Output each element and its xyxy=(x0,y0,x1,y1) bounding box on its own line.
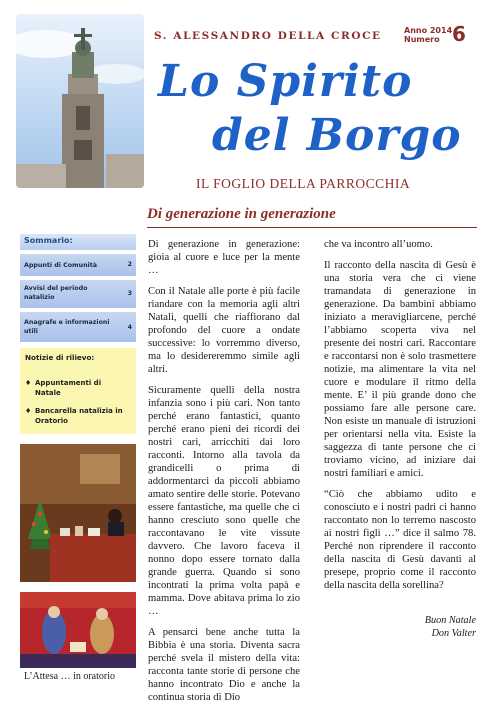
toc-item-page: 3 xyxy=(127,290,132,297)
signature-author: Don Valter xyxy=(431,628,476,639)
article-column-2 xyxy=(324,238,476,600)
newsletter-title-line1: Lo Spirito xyxy=(158,56,413,107)
church-tower-photo xyxy=(16,14,144,188)
article-paragraph: che va incontro all’uomo. xyxy=(324,239,433,250)
signature xyxy=(378,614,476,640)
parish-name: S. ALESSANDRO DELLA CROCE xyxy=(154,30,382,42)
nativity-scene-photo xyxy=(20,592,136,668)
diamond-bullet-icon: ♦ xyxy=(25,407,32,415)
article-paragraph: Sicuramente quelli della nostra infanzia sono i più cari. Non tanto perché erano fantastici, quanto perché erano pieni dei ricordi dei nostri cari, arricchiti dai loro racconti. Intorno alla tavola da grandicelli o prima di addormentarci da piccoli abbiamo amato sentire delle storie. Potevano essere fantastiche, ma quelle che ci hanno cresciuto sono quelle che raccontavano le vite vissute davvero. Che lavoro faceva il nonno dopo essere tornato dalla grande guerra. Quando si sono incontrati la prima volta papà e mamma. Dove abitava prima lo zio … xyxy=(148,385,300,617)
issue-number: 6 xyxy=(452,22,466,46)
issue-year: Anno 2014 xyxy=(404,26,453,35)
article-paragraph: Il racconto della nascita di Gesù è una storia vera che ci viene tramandata di generazione in generazione. Da bambini abbiamo iniziato a meravigliarcene, perché l’abbiamo scoperta viva nel presente dei nostri cari. Raccontare e raccontarsi non è solo trasmettere notizie, ma alimentare la vita nel cuore e modulare il ritmo della mente. E’ il più grande dono che possiamo fare alle persone care. Non esiste un manuale di istruzioni per orientarsi nella vita. Esiste la saggezza di tante persone che ci troviamo vicino, ad iniziare dai nostri familiari e amici. xyxy=(324,260,476,479)
signature-greeting: Buon Natale xyxy=(424,615,476,626)
toc-item-label: Appunti di Comunità xyxy=(24,262,97,269)
toc-item-label: Anagrafe e informazioni utili xyxy=(24,319,110,335)
photo-caption: L’Attesa … in oratorio xyxy=(24,671,116,682)
issue-info xyxy=(404,26,452,44)
toc-item-avvisi[interactable] xyxy=(20,280,136,308)
article-headline: Di generazione in generazione xyxy=(147,206,336,222)
sommario-title: Sommario: xyxy=(24,236,73,245)
notizie-item: ♦ Appuntamenti di Natale xyxy=(25,379,102,397)
notizie-item: ♦ Bancarella natalizia in Oratorio xyxy=(25,407,123,425)
newsletter-title-line2: del Borgo xyxy=(212,110,462,161)
toc-item-page: 2 xyxy=(127,261,132,268)
article-column-1 xyxy=(148,238,300,712)
notizie-title: Notizie di rilievo: xyxy=(25,353,95,362)
toc-item-anagrafe[interactable] xyxy=(20,312,136,342)
sommario-header xyxy=(20,234,136,250)
issue-number-label: Numero xyxy=(404,35,440,44)
toc-item-page: 4 xyxy=(127,324,132,331)
headline-divider xyxy=(147,227,477,228)
toc-item-appunti[interactable] xyxy=(20,254,136,276)
diamond-bullet-icon: ♦ xyxy=(25,379,32,387)
christmas-market-photo xyxy=(20,444,136,582)
article-paragraph: A pensarci bene anche tutta la Bibbia è una storia. Diventa sacra perché svela il mistero della vita: racconta tante storie di persone che hanno incontrato Dio e anche la continua storia di Dio xyxy=(148,627,300,703)
toc-item-label: Avvisi del periodo natalizio xyxy=(24,285,88,301)
article-paragraph: Di generazione in generazione: gioia al cuore e luce per la mente … xyxy=(148,239,300,276)
newsletter-subtitle: IL FOGLIO DELLA PARROCCHIA xyxy=(196,176,411,191)
notizie-box xyxy=(20,348,136,434)
article-paragraph: “Ciò che abbiamo udito e conosciuto e i nostri padri ci hanno raccontato non lo terremo nascosto ai nostri figli …” dice il salmo 78. Perché non riprendere il racconto della nascita di Gesù davanti al presepe, proprio come il racconto della nascita della sorellina? xyxy=(324,489,476,591)
article-paragraph: Con il Natale alle porte è più facile riandare con la memoria agli altri Natali, quelli che riaffiorano dal profondo del cuore a ondate successive: lo vorremmo diverso, ma lo desidereremmo simile agli altri. xyxy=(148,286,300,375)
